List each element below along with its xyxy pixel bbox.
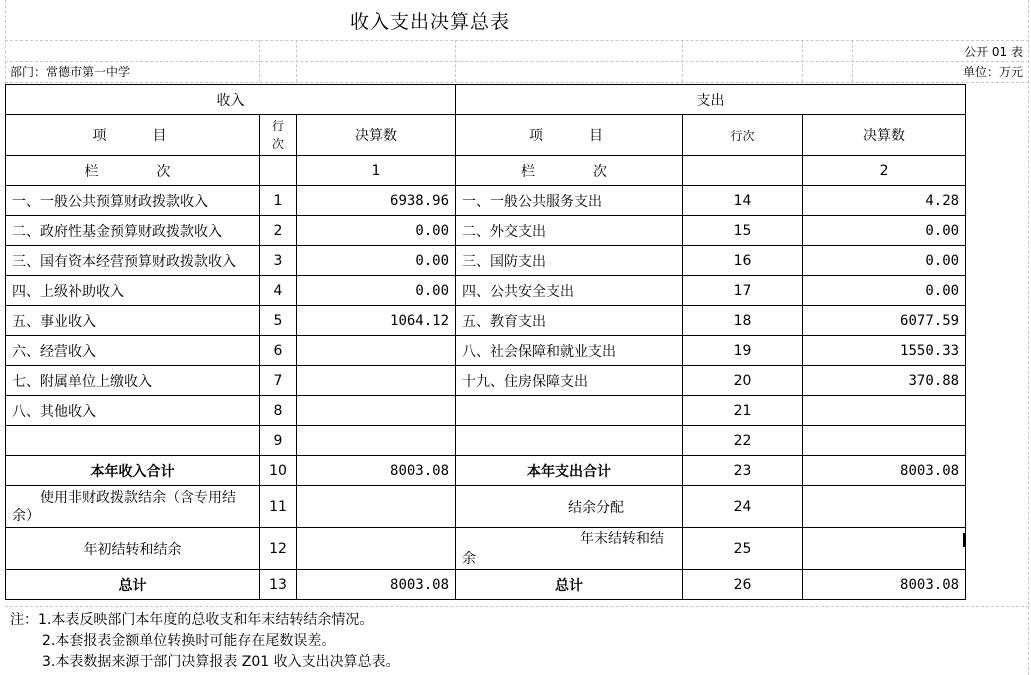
closing-carry-over-label <box>456 528 683 570</box>
income-amount: 1064.12 <box>297 306 456 336</box>
income-row-no-header: 行次 <box>260 115 297 156</box>
income-column-label: 栏 次 <box>6 156 260 186</box>
income-amount <box>297 396 456 426</box>
expense-grand-total-label: 总计 <box>456 570 683 600</box>
table-row <box>6 246 966 276</box>
expense-amount: 4.28 <box>803 186 966 216</box>
expense-grand-total-amount: 8003.08 <box>803 570 966 600</box>
grid-line <box>1028 0 1029 675</box>
unit-label: 单位：万元 <box>962 65 1023 79</box>
balance-row <box>6 486 966 528</box>
expense-item: 三、国防支出 <box>456 246 683 276</box>
expense-row-number: 15 <box>683 216 803 246</box>
table-row <box>6 426 966 456</box>
row-number: 12 <box>260 528 297 570</box>
expense-amount: 6077.59 <box>803 306 966 336</box>
income-expense-table <box>5 84 966 600</box>
empty-cell <box>803 528 966 570</box>
expense-item: 二、外交支出 <box>456 216 683 246</box>
note-line: 3.本表数据来源于部门决算报表 Z01 收入支出决算总表。 <box>42 654 400 670</box>
income-amount: 0.00 <box>297 246 456 276</box>
opening-carry-over-label: 年初结转和结余 <box>6 528 260 570</box>
income-grand-total-amount: 8003.08 <box>297 570 456 600</box>
income-item: 二、政府性基金预算财政拨款收入 <box>6 216 260 246</box>
income-item: 五、事业收入 <box>6 306 260 336</box>
table-row <box>6 186 966 216</box>
income-item: 三、国有资本经营预算财政拨款收入 <box>6 246 260 276</box>
year-expense-total-amount: 8003.08 <box>803 456 966 486</box>
income-row-number: 9 <box>260 426 297 456</box>
expense-item: 四、公共安全支出 <box>456 276 683 306</box>
income-grand-total-label: 总计 <box>6 570 260 600</box>
grid-line <box>455 40 456 82</box>
table-row <box>6 366 966 396</box>
expense-amount: 0.00 <box>803 276 966 306</box>
expense-amount: 370.88 <box>803 366 966 396</box>
expense-amount-header: 决算数 <box>803 115 966 156</box>
income-row-number: 8 <box>260 396 297 426</box>
table-row <box>6 396 966 426</box>
year-total-row <box>6 456 966 486</box>
expense-row-number: 16 <box>683 246 803 276</box>
income-item: 一、一般公共预算财政拨款收入 <box>6 186 260 216</box>
grand-total-row <box>6 570 966 600</box>
expense-amount: 0.00 <box>803 216 966 246</box>
department-label: 部门：常德市第一中学 <box>10 65 131 79</box>
table-row <box>6 216 966 246</box>
non-fiscal-balance-label: 使用非财政拨款结余（含专用结余） <box>6 486 260 528</box>
closing-carry-over-label-line1: 年末结转和结 <box>580 530 665 547</box>
income-item: 六、经营收入 <box>6 336 260 366</box>
expense-row-number: 14 <box>683 186 803 216</box>
note-line: 2.本套报表金额单位转换时可能存在尾数误差。 <box>42 633 336 649</box>
income-amount <box>297 336 456 366</box>
table-row <box>6 306 966 336</box>
empty-cell <box>683 156 803 186</box>
year-expense-total-label: 本年支出合计 <box>456 456 683 486</box>
grid-line <box>802 40 803 82</box>
balance-distribution-label: 结余分配 <box>456 486 683 528</box>
income-row-number: 5 <box>260 306 297 336</box>
income-item: 八、其他收入 <box>6 396 260 426</box>
expense-amount: 0.00 <box>803 246 966 276</box>
grid-line <box>296 40 297 82</box>
table-row <box>6 336 966 366</box>
income-row-number: 2 <box>260 216 297 246</box>
empty-cell <box>803 486 966 528</box>
expense-item <box>456 396 683 426</box>
grid-line <box>682 40 683 82</box>
grid-line <box>259 40 260 82</box>
cell-cursor-mark <box>963 533 966 547</box>
empty-cell <box>260 156 297 186</box>
income-amount: 0.00 <box>297 276 456 306</box>
income-item: 七、附属单位上缴收入 <box>6 366 260 396</box>
income-amount: 0.00 <box>297 216 456 246</box>
income-item-header: 项 目 <box>6 115 260 156</box>
expense-row-number: 19 <box>683 336 803 366</box>
note-line: 注：1.本表反映部门本年度的总收支和年末结转结余情况。 <box>10 612 374 628</box>
notes <box>10 610 400 673</box>
income-amount <box>297 426 456 456</box>
expense-amount <box>803 396 966 426</box>
expense-row-number: 17 <box>683 276 803 306</box>
expense-item-header: 项 目 <box>456 115 683 156</box>
row-number: 10 <box>260 456 297 486</box>
expense-item: 五、教育支出 <box>456 306 683 336</box>
expense-section-header: 支出 <box>456 85 966 115</box>
section-header-row <box>6 85 966 115</box>
grid-line <box>5 40 1029 41</box>
income-column-number: 1 <box>297 156 456 186</box>
expense-amount: 1550.33 <box>803 336 966 366</box>
expense-row-number: 22 <box>683 426 803 456</box>
expense-item: 一、一般公共服务支出 <box>456 186 683 216</box>
expense-item: 十九、住房保障支出 <box>456 366 683 396</box>
year-income-total-amount: 8003.08 <box>297 456 456 486</box>
empty-cell <box>297 486 456 528</box>
grid-line <box>5 82 1029 83</box>
column-number-row <box>6 156 966 186</box>
page-title: 收入支出决算总表 <box>349 11 510 33</box>
expense-row-number: 18 <box>683 306 803 336</box>
column-header-row <box>6 115 966 156</box>
row-number: 25 <box>683 528 803 570</box>
income-row-number: 4 <box>260 276 297 306</box>
public-table-number: 公开 01 表 <box>964 45 1023 59</box>
expense-amount <box>803 426 966 456</box>
row-number: 26 <box>683 570 803 600</box>
table-row <box>6 276 966 306</box>
row-number: 11 <box>260 486 297 528</box>
row-number: 23 <box>683 456 803 486</box>
expense-item <box>456 426 683 456</box>
income-row-number: 7 <box>260 366 297 396</box>
empty-cell <box>297 528 456 570</box>
expense-row-number: 21 <box>683 396 803 426</box>
data-rows <box>6 186 966 456</box>
income-item: 四、上级补助收入 <box>6 276 260 306</box>
income-row-number: 6 <box>260 336 297 366</box>
income-row-number: 1 <box>260 186 297 216</box>
income-amount-header: 决算数 <box>297 115 456 156</box>
closing-carry-over-label-line2: 余 <box>462 550 477 567</box>
expense-column-label: 栏 次 <box>456 156 683 186</box>
row-number: 24 <box>683 486 803 528</box>
expense-row-number: 20 <box>683 366 803 396</box>
income-row-number: 3 <box>260 246 297 276</box>
income-item <box>6 426 260 456</box>
carry-over-row <box>6 528 966 570</box>
grid-line <box>5 61 1029 62</box>
expense-row-no-header: 行次 <box>683 115 803 156</box>
row-number: 13 <box>260 570 297 600</box>
income-amount <box>297 366 456 396</box>
year-income-total-label: 本年收入合计 <box>6 456 260 486</box>
grid-line <box>852 40 853 82</box>
grid-line <box>5 606 1029 607</box>
expense-column-number: 2 <box>803 156 966 186</box>
expense-item: 八、社会保障和就业支出 <box>456 336 683 366</box>
income-amount: 6938.96 <box>297 186 456 216</box>
income-section-header: 收入 <box>6 85 456 115</box>
